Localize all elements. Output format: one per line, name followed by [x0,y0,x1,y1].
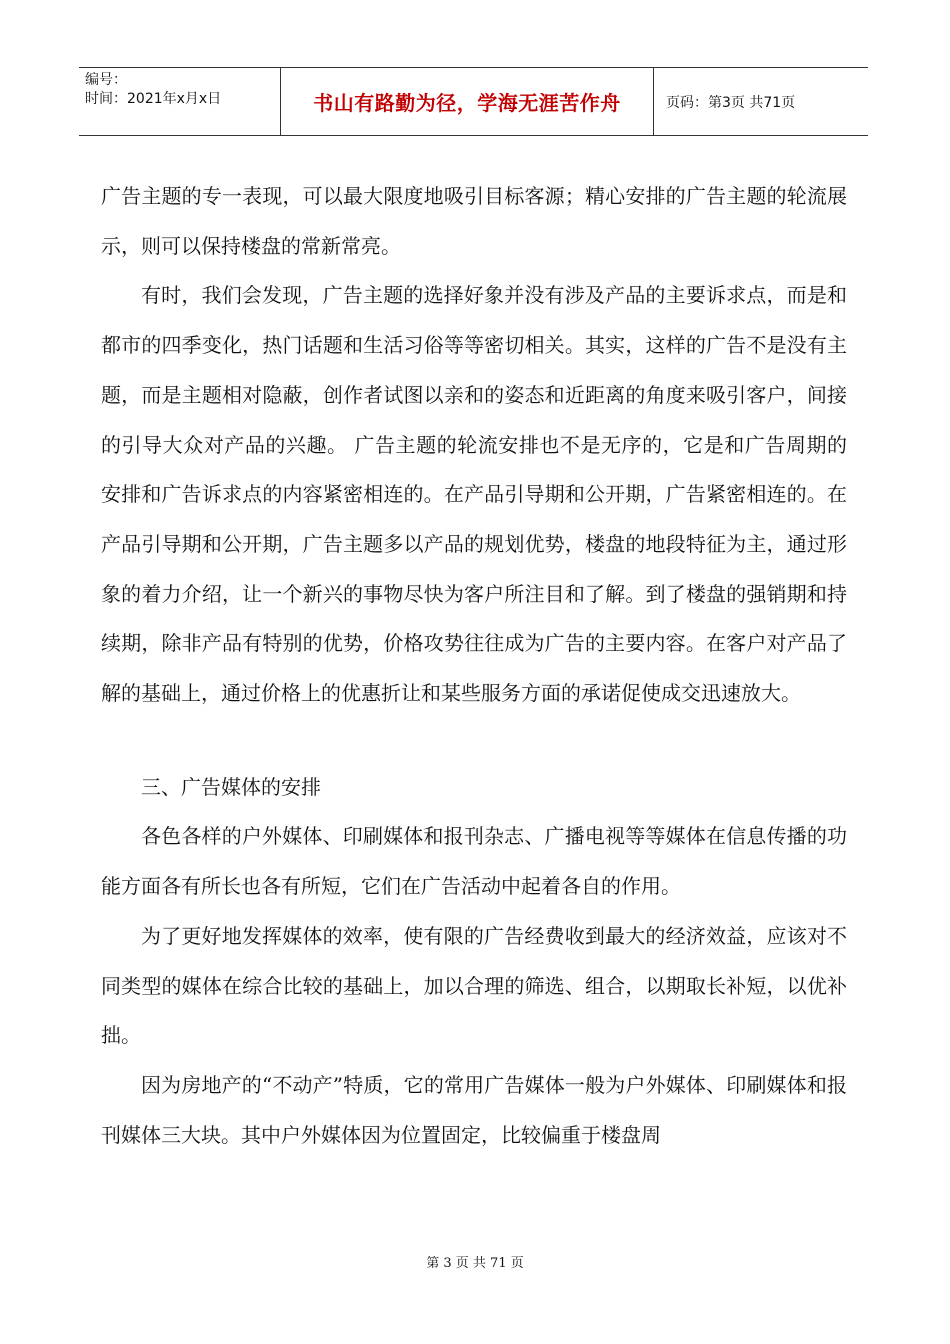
paragraph: 因为房地产的“不动产”特质，它的常用广告媒体一般为户外媒体、印刷媒体和报刊媒体三大块。其中户外媒体因为位置固定，比较偏重于楼盘周 [101,1072,847,1147]
document-date: 时间：2021年x月x日 [85,91,222,107]
paragraph: 各色各样的户外媒体、印刷媒体和报刊杂志、广播电视等等媒体在信息传播的功能方面各有所长也各有所短，它们在广告活动中起着各自的作用。 [101,824,847,899]
paragraph: 有时，我们会发现，广告主题的选择好象并没有涉及产品的主要诉求点，而是和都市的四季变化，热门话题和生活习俗等等密切相关。其实，这样的广告不是没有主题，而是主题相对隐蔽，创作者试图以亲和的姿态和近距离的角度来吸引客户，间接的引导大众对产品的兴趣。 广告主题的轮流安排也不是无序的，它是和广告周期的安排和广告诉求点的内容紧密相连的。在产品引导期和公开期，广告紧密相连的。在产品引导期和公开期，广告主题多以产品的规划优势，楼盘的地段特征为主，通过形象的着力介绍，让一个新兴的事物尽快为客户所注目和了解。到了楼盘的强销期和持续期，除非产品有特别的优势，价格攻势往往成为广告的主要内容。在客户对产品了解的基础上，通过价格上的优惠折让和某些服务方面的承诺促使成交迅速放大。 [101,283,847,706]
page-header [79,67,868,136]
page-footer: 第 3 页 共 71 页 [426,1256,524,1271]
header-motto: 书山有路勤为径，学海无涯苦作舟 [281,68,654,135]
document-number-label: 编号： [85,72,127,88]
header-page-info: 页码：第3页 共71页 [666,94,796,111]
document-body [101,172,847,1160]
section-heading: 三、广告媒体的安排 [141,774,321,799]
header-meta [79,68,281,135]
section-spacer [101,719,847,763]
paragraph-continuation: 广告主题的专一表现，可以最大限度地吸引目标客源；精心安排的广告主题的轮流展示，则可以保持楼盘的常新常亮。 [101,184,847,258]
paragraph: 为了更好地发挥媒体的效率，使有限的广告经费收到最大的经济效益，应该对不同类型的媒体在综合比较的基础上，加以合理的筛选、组合，以期取长补短，以优补拙。 [101,923,847,1048]
